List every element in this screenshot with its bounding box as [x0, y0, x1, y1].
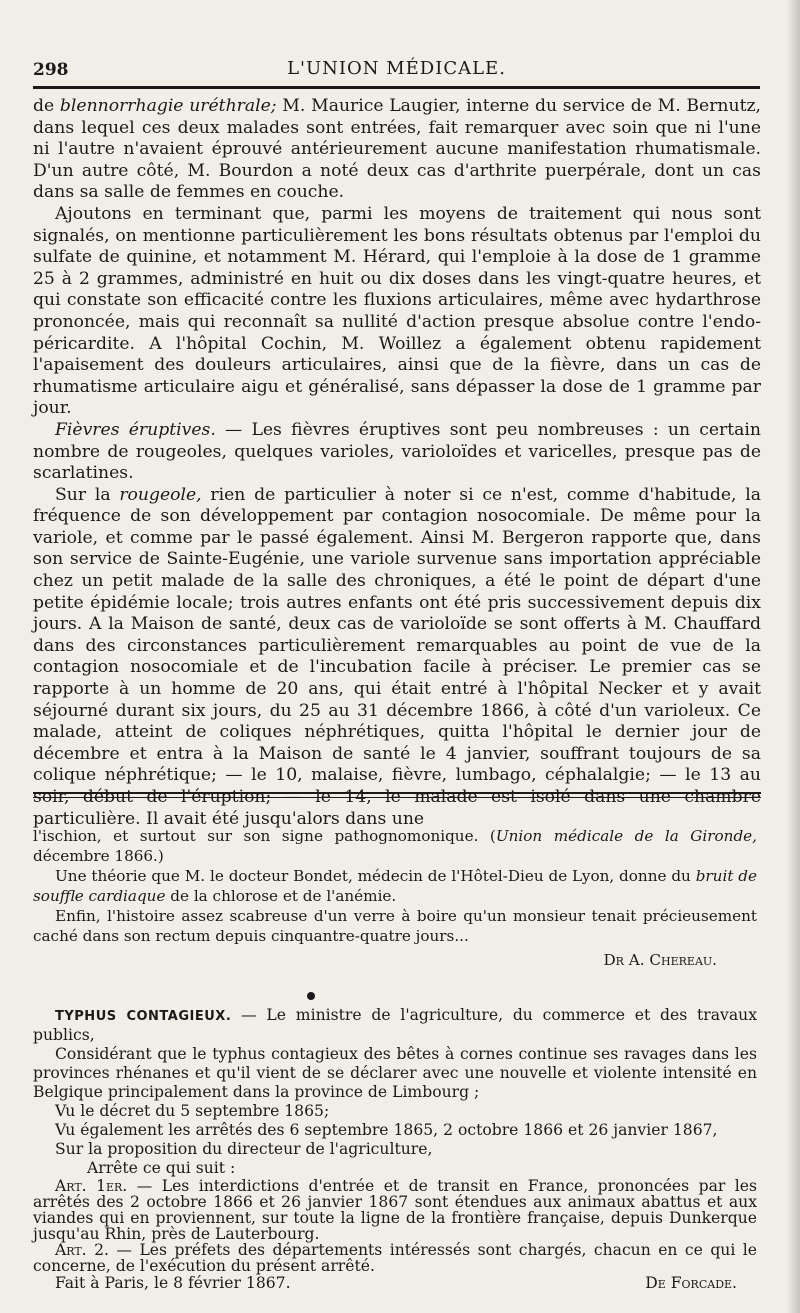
page-edge-shadow	[786, 0, 800, 1313]
text-run: Une théorie que M. le docteur Bondet, médecin de l'Hôtel-Dieu de Lyon, donne du	[55, 867, 696, 885]
notes-section	[33, 826, 757, 970]
text-run: de la chlorose et de l'anémie.	[165, 887, 397, 905]
signature-minister: De Forcade.	[645, 1274, 737, 1292]
decree-arrete: Arrête ce qui suit :	[87, 1159, 236, 1177]
article-label: Art. 1er.	[55, 1177, 128, 1195]
page-number: 298	[33, 60, 69, 80]
decree-vu-arretes: Vu également les arrêtés des 6 septembre 1865, 2 octobre 1866 et 26 janvier 1867,	[55, 1121, 718, 1139]
italic-term: rougeole,	[119, 484, 202, 505]
paragraph-fievres-eruptives	[33, 420, 761, 485]
header-rule	[33, 86, 760, 89]
text-run: — Les fièvres éruptives sont peu nombreuses : un certain nombre de rougeoles, quelques varioles, varioloïdes et varicelles, presque pas de scarlatines.	[33, 419, 761, 484]
decree-heading: TYPHUS CONTAGIEUX.	[55, 1009, 232, 1024]
decree-date: Fait à Paris, le 8 février 1867.	[55, 1274, 291, 1292]
article-label: Art. 2.	[55, 1241, 109, 1259]
italic-term: blennorrhagie uréthrale;	[59, 96, 277, 116]
decree-intro	[33, 1006, 757, 1045]
text-run: l'ischion, et surtout sur son signe pathognomonique. (	[33, 827, 496, 845]
paragraph-rougeole	[33, 485, 761, 831]
text-run: — Les interdictions d'entrée et de transit en France, prononcées par les arrêtés des 2 octobre 1866 et 26 janvier 1867 sont étendues aux animaux abattus et aux viandes qui en proviennent, sur toute la ligne de la frontière française, depuis Dunkerque jusqu'au Rhin, près de Lauterbourg.	[33, 1177, 757, 1243]
signature-chereau: Dr A. Chereau.	[603, 951, 717, 969]
journal-citation: Union médicale de la Gironde,	[495, 827, 757, 845]
text-run: — Les préfets des départements intéressés sont chargés, chacun en ce qui le concerne, de l'exécution du présent arrêté.	[33, 1241, 757, 1275]
section-heading-italic: Fièvres éruptives.	[55, 419, 216, 440]
typhus-decree	[33, 1006, 757, 1293]
text-run: — Le ministre de l'agriculture, du commerce et des travaux publics,	[33, 1006, 757, 1044]
ink-mark	[307, 992, 315, 1000]
decree-signature-line	[33, 1274, 757, 1293]
decree-article-1	[33, 1178, 757, 1242]
text-run: rien de particulier à noter si ce n'est, comme d'habitude, la fréquence de son développement par contagion nosocomiale. De même pour la variole, et comme par le passé également. Ainsi M. Bergeron rapporte que, dans son service de Sainte-Eugénie, une variole survenue sans importation appréciable chez un petit malade de la salle des chroniques, a été le point de départ d'une petite épidémie locale; trois autres enfants ont été pris successivement depuis dix jours. A la Maison de santé, deux cas de varioloïde se sont offerts à M. Chauffard dans des circonstances particulièrement remarquables au point de vue de la contagion nosocomiale et de l'incubation facile à préciser. Le premier cas se rapporte à un homme de 20 ans, qui était entré à l'hôpital Necker et y avait séjourné durant six jours, du 25 au 31 décembre 1866, à côté d'un varioleux. Ce malade, atteint de coliques néphrétiques, quitta l'hôpital le dernier jour de décembre et entra à la Maison de santé le 4 janvier, souffrant toujours de sa colique néphrétique; — le 10, malaise, fièvre, lumbago, céphalalgie; — le 13 au soir, début de l'éruption; — le 14, le malade est isolé dans une chambre particulière. Il avait été jusqu'alors dans une	[33, 484, 762, 829]
note-ischion	[33, 826, 757, 866]
note-verre: Enfin, l'histoire assez scabreuse d'un verre à boire qu'un monsieur tenait précieusement caché dans son rectum depuis cinquantre-quatre jours...	[33, 907, 757, 945]
note-bondet	[33, 866, 757, 906]
text-run: Sur la	[55, 484, 120, 505]
text-run: décembre 1866.)	[33, 847, 164, 865]
decree-vu-decret: Vu le décret du 5 septembre 1865;	[55, 1102, 330, 1120]
main-text	[33, 96, 761, 830]
decree-considerant: Considérant que le typhus contagieux des bêtes à cornes continue ses ravages dans les provinces rhénanes et qu'il vient de se déclarer avec une nouvelle et violente intensité en Belgique principalement dans la province de Limbourg ;	[33, 1045, 757, 1101]
decree-proposition: Sur la proposition du directeur de l'agriculture,	[55, 1140, 433, 1158]
decree-article-2	[33, 1242, 757, 1274]
text-run: de	[33, 96, 60, 116]
page-header	[33, 50, 760, 90]
text-run: M. Maurice Laugier, interne du service de M. Bernutz, dans lequel ces deux malades sont entrées, fait remarquer avec soin que ni l'une ni l'autre n'avaient éprouvé antérieurement aucune manifestation rhumatismale. D'un autre côté, M. Bourdon a noté deux cas d'arthrite puerpérale, dont un cas dans sa salle de femmes en couche.	[33, 96, 761, 203]
separator-rule-thick	[33, 792, 761, 794]
separator-rule-thin	[33, 797, 761, 798]
paragraph-traitement: Ajoutons en terminant que, parmi les moyens de traitement qui nous sont signalés, on mentionne particulièrement les bons résultats obtenus par l'emploi du sulfate de quinine, et notamment M. Hérard, qui l'emploie à la dose de 1 gramme 25 à 2 grammes, administré en huit ou dix doses dans les vingt-quatre heures, et qui constate son efficacité contre les fluxions articulaires, même avec hydarthrose prononcée, mais qui reconnaît sa nullité d'action presque absolue contre l'endo-péricardite. A l'hôpital Cochin, M. Woillez a également obtenu rapidement l'apaisement des douleurs articulaires, ainsi que de la fièvre, dans un cas de rhumatisme articulaire aigu et généralisé, sans dépasser la dose de 1 gramme par jour.	[33, 203, 761, 419]
journal-title: L'UNION MÉDICALE.	[287, 58, 506, 79]
paragraph-blennorrhagie	[33, 96, 761, 204]
italic-term: bruit de souffle cardiaque	[33, 867, 757, 905]
